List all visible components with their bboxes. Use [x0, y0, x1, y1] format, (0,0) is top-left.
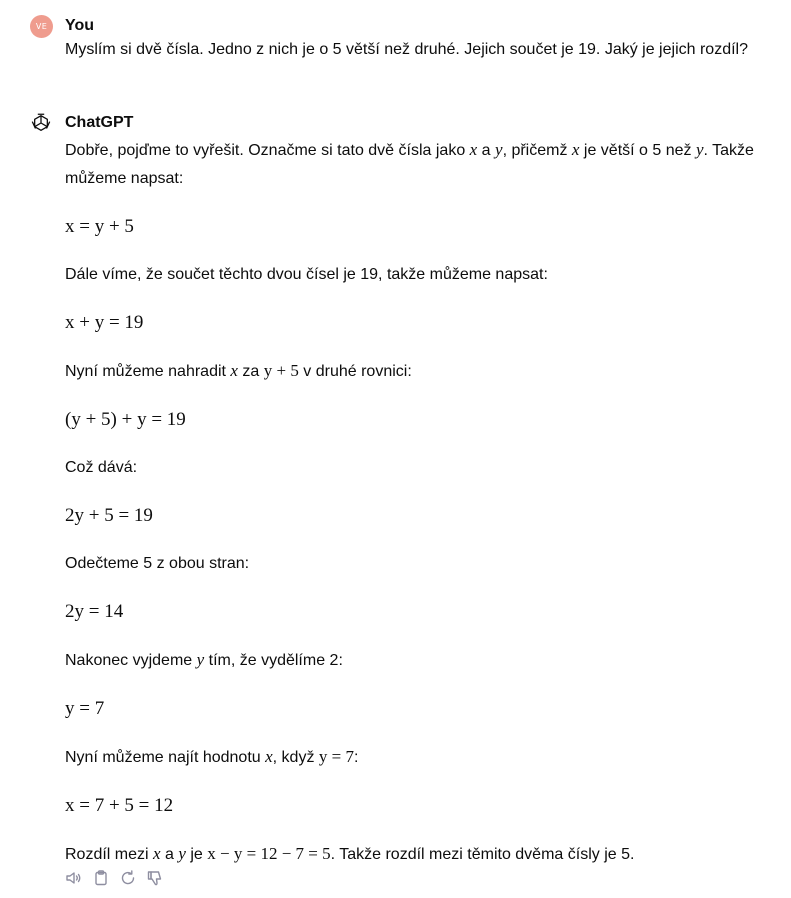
equation-3: (y + 5) + y = 19	[65, 409, 186, 430]
paragraph-2: Dále víme, že součet těchto dvou čísel je 19, takže můžeme napsat:	[65, 266, 548, 283]
assistant-message	[65, 136, 765, 869]
paragraph-8: Rozdíl mezi x a y je x − y = 12 − 7 = 5. Takže rozdíl mezi těmito dvěma čísly je 5.	[65, 844, 635, 863]
chatgpt-logo-icon	[30, 112, 52, 134]
paragraph-5: Odečteme 5 z obou stran:	[65, 555, 250, 572]
user-avatar: VE	[30, 15, 53, 38]
paragraph-3: Nyní můžeme nahradit x za y + 5 v druhé rovnici:	[65, 361, 412, 380]
equation-4: 2y + 5 = 19	[65, 505, 153, 526]
thumbs-down-icon[interactable]	[146, 869, 164, 887]
paragraph-6: Nakonec vyjdeme y tím, že vydělíme 2:	[65, 650, 343, 669]
intro-paragraph: Dobře, pojďme to vyřešit. Označme si tato dvě čísla jako x a y, přičemž x je větší o 5 než y. Takže můžeme napsat:	[65, 140, 754, 187]
assistant-name: ChatGPT	[65, 114, 134, 131]
equation-6: y = 7	[65, 698, 105, 719]
clipboard-icon[interactable]	[92, 869, 110, 887]
paragraph-4: Což dává:	[65, 459, 138, 476]
equation-2: x + y = 19	[65, 312, 144, 333]
user-name: You	[65, 17, 95, 34]
speaker-icon[interactable]	[65, 869, 83, 887]
user-message: Myslím si dvě čísla. Jedno z nich je o 5 větší než druhé. Jejich součet je 19. Jaký je jejich rozdíl?	[65, 41, 748, 58]
equation-5: 2y = 14	[65, 601, 124, 622]
message-actions	[65, 869, 164, 887]
equation-7: x = 7 + 5 = 12	[65, 795, 174, 816]
paragraph-7: Nyní můžeme najít hodnotu x, když y = 7:	[65, 747, 359, 766]
regenerate-icon[interactable]	[119, 869, 137, 887]
equation-1: x = y + 5	[65, 216, 134, 237]
